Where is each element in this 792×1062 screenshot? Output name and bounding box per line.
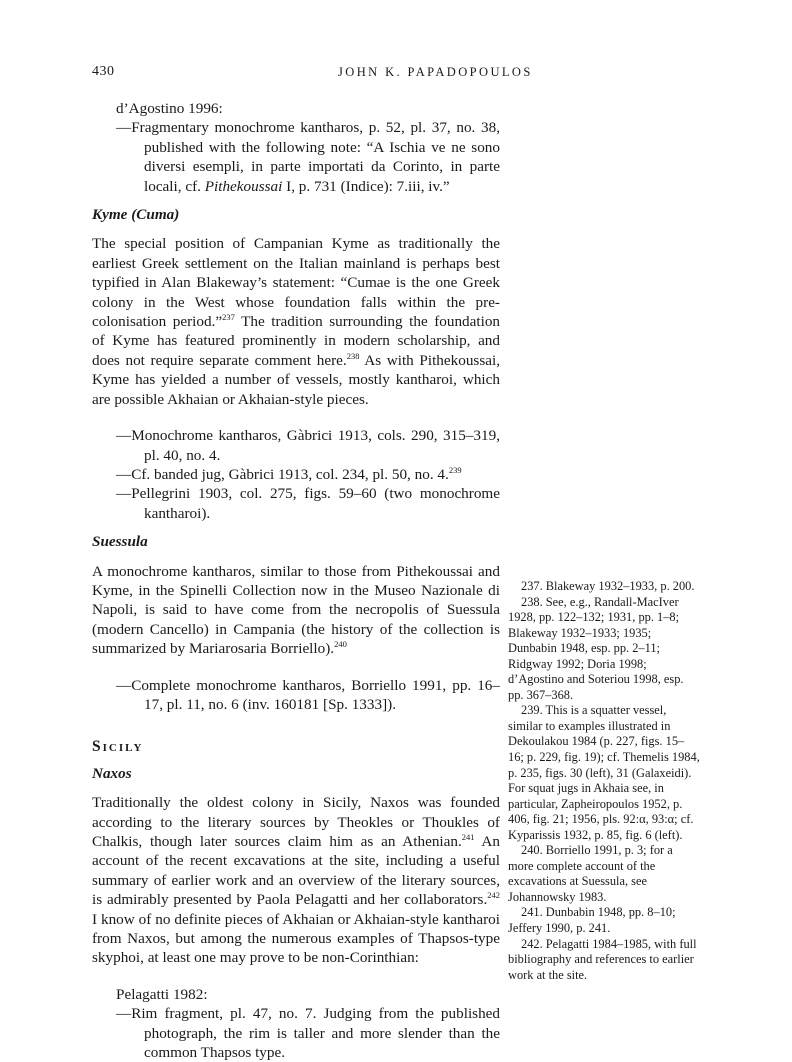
footnote-ref[interactable]: 237 [222,312,235,322]
para-text: As with Pithekoussai, Kyme has yielded a number of vessels, mostly kantharoi, which are possible Akhaian or Akhaian-style pieces. [92,351,500,408]
ref-title-italic: Pithekoussai [204,177,283,195]
ref-item [92,465,500,484]
ref-item: —Pellegrini 1903, col. 275, figs. 59–60 (two monochrome kantharoi). [116,485,500,522]
para-text: The special position of Campanian Kyme as traditionally the earliest Greek settlement on the Italian mainland is perhaps best typified in Alan Blakeway’s statement: “Cumae is the one Greek colony in the West whose foundation falls within the pre-colonisation period.” [92,235,500,331]
para-text: I know of no definite pieces of Akhaian or Akhaian-style kantharoi from Naxos, but among the numerous examples of Thapsos-type skyphoi, at least one may prove to be non-Corinthian: [92,910,500,967]
ref-intro-dagostino: d’Agostino 1996: [116,100,223,117]
footnote-ref[interactable]: 242 [487,890,500,901]
ref-item: —Monochrome kantharos, Gàbrici 1913, cols. 290, 315–319, pl. 40, no. 4. [116,427,500,464]
main-text-column [92,99,500,1062]
footnote-242: 242. Pelagatti 1984–1985, with full bibliography and references to earlier work at the site. [508,936,697,982]
ref-text: —Cf. banded jug, Gàbrici 1913, col. 234, pl. 50, no. 4. [116,465,449,483]
para-text: A monochrome kantharos, similar to those from Pithekoussai and Kyme, in the Spinelli Collection now in the Museo Nazionale di Napoli, is said to have come from the necropolis of Suessula (modern Cancello) in Campania (the history of the collection is summarized by Mariarosaria Borriello). [92,562,500,658]
footnote-238: 238. See, e.g., Randall-MacIver 1928, pp. 122–132; 1931, pp. 1–8; Blakeway 1932–1933; 1935; Dunbabin 1948, esp. pp. 2–11; Ridgway 1992; Doria 1998; d’Agostino and Soteriou 1998, esp. pp. 367–368. [508,594,684,702]
page-header [92,64,700,84]
ref-intro-pelagatti: Pelagatti 1982: [116,985,208,1003]
page-number: 430 [92,64,115,79]
section-heading-kyme: Kyme (Cuma) [92,206,180,224]
ref-text: —Fragmentary monochrome kantharos, p. 52, pl. 37, no. 38, published with the following note: “A Ischia ve ne sono diversi esempli, in parte importati da Corinto, in parte locali, cf. [116,119,500,195]
footnote-239: 239. This is a squatter vessel, similar to examples illustrated in Dekoulakou 1984 (p. 227, figs. 15–16; p. 229, fig. 19); cf. Themelis 1984, p. 235, figs. 30 (left), 31 (Galaxeidi). For squat jugs in Akhaia see, in particular, Zapheiropoulos 1952, p. 406, fig. 21; 1956, pls. 92:α, 93:α; cf. Kyparissis 1932, p. 85, fig. 6 (left). [508,703,700,842]
footnote-ref[interactable]: 240 [334,639,347,650]
para-text: An account of the recent excavations at the site, including a useful summary of earlier work and an overview of the literary sources, is admirably presented by Paola Pelagatti and her collaborators. [92,833,500,909]
section-heading-sicily: Sicily [92,738,144,756]
footnote-240: 240. Borriello 1991, p. 3; for a more complete account of the excavations at Suessula, see Johannowsky 1983. [508,843,673,904]
running-head: JOHN K. PAPADOPOULOS [338,65,533,79]
footnotes-column [508,579,700,983]
footnote-ref[interactable]: 241 [461,831,475,842]
para-text: Traditionally the oldest colony in Sicily, Naxos was founded according to the literary sources by Theokles or Thoukles of Chalkis, though later sources claim him as an Athenian. [92,794,500,850]
section-heading-suessula: Suessula [92,533,148,551]
footnote-ref[interactable]: 238 [346,350,360,361]
para-text: The tradition surrounding the foundation of Kyme has featured prominently in modern scholarship, and does not require separate comment here. [92,313,501,369]
ref-item [92,118,500,196]
paragraph-suessula [92,562,500,659]
ref-item: —Rim fragment, pl. 47, no. 7. Judging from the published photograph, the rim is taller and more slender than the common Thapsos type. [116,1005,500,1062]
footnote-241: 241. Dunbabin 1948, pp. 8–10; Jeffery 1990, p. 241. [508,905,676,936]
ref-text-tail: I, p. 731 (Indice): 7.iii, iv.” [282,177,450,195]
footnote-ref[interactable]: 239 [448,464,462,475]
paragraph-naxos [92,793,500,968]
section-heading-naxos: Naxos [92,764,132,782]
paragraph-kyme [92,234,500,409]
footnote-237: 237. Blakeway 1932–1933, p. 200. [521,579,695,593]
ref-item: —Complete monochrome kantharos, Borriello 1991, pp. 16–17, pl. 11, no. 6 (inv. 160181 [Sp. 1333]). [116,676,500,713]
